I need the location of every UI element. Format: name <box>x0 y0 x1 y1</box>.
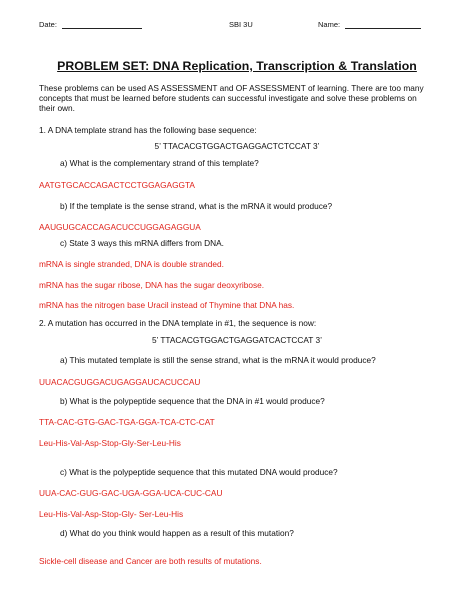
course-code: SBI 3U <box>229 20 253 29</box>
q2c-codons: UUA-CAC-GUG-GAC-UGA-GGA-UCA-CUC-CAU <box>39 488 223 498</box>
page-title: PROBLEM SET: DNA Replication, Transcription & Translation <box>57 59 417 73</box>
q1c-answer-1: mRNA is single stranded, DNA is double stranded. <box>39 259 224 269</box>
q2c-answer: Leu-His-Val-Asp-Stop-Gly- Ser-Leu-His <box>39 509 184 519</box>
q1a-answer: AATGTGCACCAGACTCCTGGAGAGGTA <box>39 180 195 190</box>
q2b-codons: TTA-CAC-GTG-GAC-TGA-GGA-TCA-CTC-CAT <box>39 417 215 427</box>
q2b-answer: Leu-His-Val-Asp-Stop-Gly-Ser-Leu-His <box>39 438 181 448</box>
name-label: Name: <box>318 20 341 29</box>
name-blank <box>345 20 421 29</box>
q1-sequence: 5’ TTACACGTGGACTGAGGACTCTCCAT 3’ <box>154 141 320 151</box>
date-blank <box>62 20 142 29</box>
q1-prompt: 1. A DNA template strand has the following base sequence: <box>39 125 257 135</box>
q1c-answer-2: mRNA has the sugar ribose, DNA has the sugar deoxyribose. <box>39 280 265 290</box>
q2-sequence: 5’ TTACACGTGGACTGAGGATCACTCCAT 3’ <box>152 335 322 345</box>
q2a-answer: UUACACGUGGACUGAGGAUCACUCCAU <box>39 377 201 387</box>
q1c-answer-3: mRNA has the nitrogen base Uracil instead of Thymine that DNA has. <box>39 300 295 310</box>
intro-paragraph: These problems can be used AS ASSESSMENT and OF ASSESSMENT of learning. There are too many concepts that must be learned before students can successful investigate and solve these problems on their own. <box>39 83 424 114</box>
q1b-question: b) If the template is the sense strand, what is the mRNA it would produce? <box>60 201 333 211</box>
date-label: Date: <box>39 20 57 29</box>
q2b-question: b) What is the polypeptide sequence that the DNA in #1 would produce? <box>60 396 325 406</box>
q1b-answer: AAUGUGCACCAGACUCCUGGAGAGGUA <box>39 222 201 232</box>
q2d-answer: Sickle-cell disease and Cancer are both results of mutations. <box>39 556 262 566</box>
q2a-question: a) This mutated template is still the sense strand, what is the mRNA it would produce? <box>60 355 376 365</box>
q2c-question: c) What is the polypeptide sequence that this mutated DNA would produce? <box>60 467 338 477</box>
q1c-question: c) State 3 ways this mRNA differs from DNA. <box>60 238 224 248</box>
q1a-question: a) What is the complementary strand of this template? <box>60 158 259 168</box>
q2-prompt: 2. A mutation has occurred in the DNA template in #1, the sequence is now: <box>39 318 317 328</box>
q2d-question: d) What do you think would happen as a result of this mutation? <box>60 528 294 538</box>
